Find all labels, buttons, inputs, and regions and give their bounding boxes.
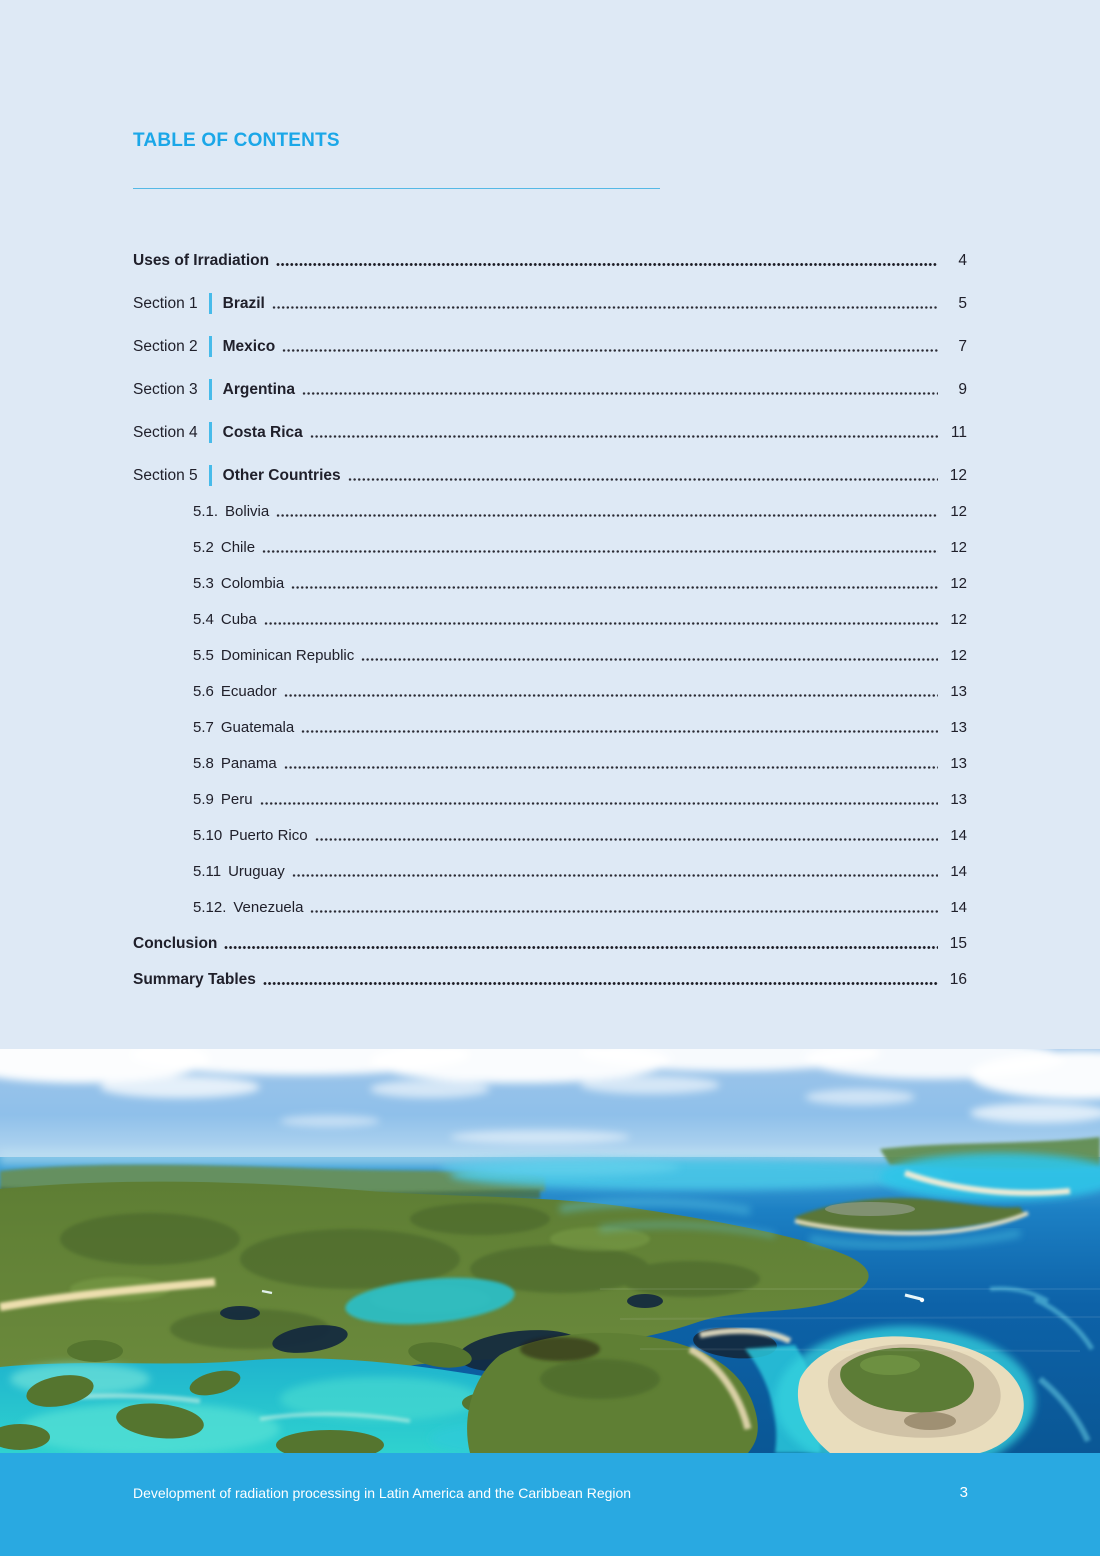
toc-leader-dots [262,549,938,554]
toc-entry [133,503,967,520]
section-separator-bar [209,336,212,357]
toc-entry-label: Costa Rica [222,424,303,441]
toc-entry-label: Summary Tables [133,971,256,988]
toc-entry-prefix: 5.6 [193,683,214,700]
toc-leader-dots [302,391,938,396]
toc-entry-page: 5 [958,295,967,312]
toc-entry-prefix: 5.9 [193,791,214,808]
toc-entry-page: 12 [949,467,967,484]
section-separator-bar [209,293,212,314]
toc-entry [133,971,967,988]
toc-leader-dots [284,693,938,698]
toc-leader-dots [276,513,938,518]
toc-entry-label: Chile [220,539,256,556]
toc-entry-label: Conclusion [133,935,218,952]
aerial-photo [0,1049,1100,1453]
toc-entry [133,863,967,880]
toc-entry-prefix: Section 5 [133,467,198,484]
toc-entry-page: 11 [950,424,967,441]
toc-entry-prefix: Section 4 [133,424,198,441]
toc-entry-page: 7 [958,338,967,355]
toc-entry-page: 12 [950,611,967,628]
toc-entry-label: Argentina [222,381,295,398]
toc-entry-page: 12 [950,575,967,592]
toc-leader-dots [263,981,938,986]
toc-entry [133,467,967,484]
toc-entry-page: 12 [950,503,967,520]
toc-entry [133,539,967,556]
toc-entry-page: 14 [950,863,967,880]
toc-entry [133,935,967,952]
section-separator-bar [209,465,212,486]
toc-entry-page: 13 [950,755,967,772]
toc-entry [133,827,967,844]
toc-entry-label: Uses of Irradiation [133,252,270,269]
toc-leader-dots [291,585,938,590]
toc-entry [133,611,967,628]
toc-list [133,252,967,988]
toc-entry-prefix: 5.7 [193,719,214,736]
section-separator-bar [209,379,212,400]
toc-entry-label: Mexico [222,338,276,355]
toc-leader-dots [276,262,938,267]
toc-leader-dots [260,801,938,806]
toc-entry-label: Panama [220,755,277,772]
toc-entry-label: Other Countries [222,467,341,484]
toc-entry-page: 15 [949,935,967,952]
toc-leader-dots [361,657,938,662]
toc-leader-dots [272,305,938,310]
footer-bar [0,1453,1100,1556]
toc-entry-prefix: Section 3 [133,381,198,398]
toc-entry-label: Uruguay [228,863,285,880]
toc-entry-label: Brazil [222,295,265,312]
toc-entry [133,295,967,312]
toc-leader-dots [301,729,938,734]
toc-entry-page: 14 [950,899,967,916]
toc-entry-prefix: 5.1. [193,503,219,520]
toc-entry-page: 13 [950,791,967,808]
toc-entry [133,338,967,355]
toc-leader-dots [348,477,938,482]
toc-entry-label: Venezuela [233,899,304,916]
footer-page-number: 3 [959,1484,968,1501]
toc-entry-page: 9 [958,381,967,398]
toc-entry-label: Cuba [220,611,257,628]
toc-entry-prefix: Section 2 [133,338,198,355]
toc-entry-label: Guatemala [220,719,295,736]
toc-entry-page: 13 [950,719,967,736]
toc-entry-page: 16 [949,971,967,988]
toc-entry-prefix: 5.8 [193,755,214,772]
toc-entry [133,424,967,441]
toc-entry-label: Dominican Republic [220,647,355,664]
toc-entry-prefix: 5.3 [193,575,214,592]
aerial-photo-graphic [0,1049,1100,1453]
toc-leader-dots [224,945,938,950]
section-separator-bar [209,422,212,443]
toc-leader-dots [315,837,938,842]
title-rule [133,188,660,189]
toc-leader-dots [284,765,938,770]
toc-entry-prefix: Section 1 [133,295,198,312]
footer-title: Development of radiation processing in Latin America and the Caribbean Region [133,1485,632,1501]
toc-leader-dots [264,621,938,626]
toc-entry-prefix: 5.5 [193,647,214,664]
toc-entry-prefix: 5.11 [193,863,222,880]
toc-entry [133,719,967,736]
toc-entry [133,252,967,269]
toc-entry-label: Ecuador [220,683,277,700]
toc-entry [133,899,967,916]
toc-leader-dots [292,873,938,878]
toc-entry [133,381,967,398]
toc-entry-prefix: 5.12. [193,899,227,916]
toc-entry-page: 12 [950,647,967,664]
toc-entry-prefix: 5.2 [193,539,214,556]
toc-entry-page: 14 [950,827,967,844]
toc-entry [133,755,967,772]
toc-leader-dots [282,348,938,353]
toc-entry-page: 12 [950,539,967,556]
toc-entry-label: Puerto Rico [229,827,308,844]
toc-leader-dots [310,434,938,439]
toc-entry-label: Colombia [220,575,285,592]
toc-entry [133,647,967,664]
toc-entry-prefix: 5.10 [193,827,223,844]
toc-entry-page: 4 [958,252,967,269]
toc-entry-prefix: 5.4 [193,611,214,628]
toc-entry [133,791,967,808]
toc-entry-label: Bolivia [225,503,270,520]
toc-entry-label: Peru [220,791,253,808]
toc-entry-page: 13 [950,683,967,700]
toc-entry [133,575,967,592]
toc-entry [133,683,967,700]
toc-leader-dots [310,909,938,914]
page-title: TABLE OF CONTENTS [133,130,340,151]
